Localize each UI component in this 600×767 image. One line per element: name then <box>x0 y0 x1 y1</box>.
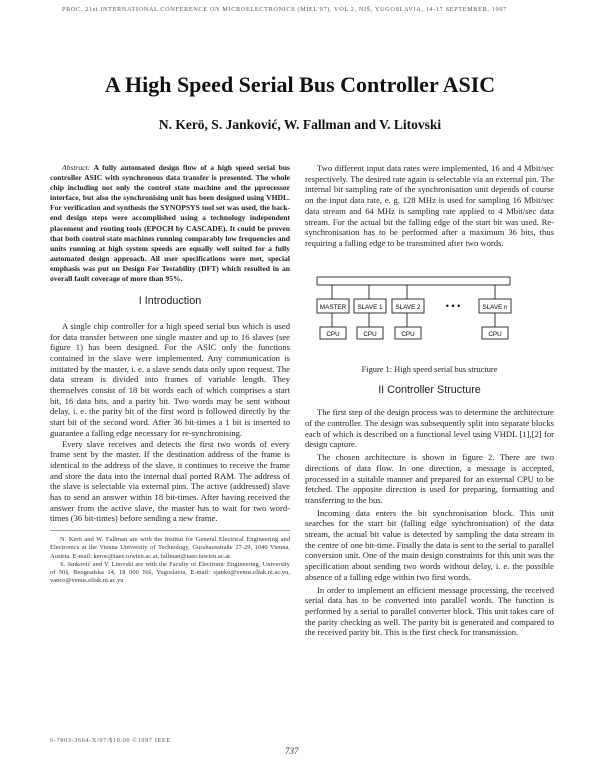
paper-title: A High Speed Serial Bus Controller ASIC <box>104 72 496 97</box>
copyright-id: 0-7803-3664-X/97/$10.00 ©1997 IEEE <box>50 737 171 744</box>
section-heading-introduction: I Introduction <box>138 295 202 308</box>
slave-node-label: SLAVE n <box>482 303 508 311</box>
author-footnotes <box>50 530 290 585</box>
cpu-label: CPU <box>488 330 502 338</box>
slave-node-label: SLAVE 1 <box>357 303 383 311</box>
page-number: 737 <box>285 746 299 756</box>
footnote: S. Janković and V. Litovski are with the Faculty of Electronic Engineering, University of Niš, Beogradska 14, 18 000 Niš, Yugoslavia, E-mail: sjanko@venus.elfak.ni.ac.yu, vanco@venus.elfak.ni.ac.yu <box>50 560 290 585</box>
cpu-label: CPU <box>401 330 415 338</box>
abstract-text: A fully automated design flow of a high speed serial bus controller ASIC with synchronous data transfer is presented. The whole chip including not only the control state machine and the µprocessor interface, but also the synchronising unit has been designed using VHDL. For verification and synthesis the SYNOPSYS tool set was used, the back-end design steps were accomplished using a technology independent placement and routing tools (EPOCH by CASCADE). It could be proven that both control state machines running comparably low frequencies and units running at high system speeds are equally well suited for a fully automated design approach. All user specifications were met, special emphasis was put on Design For Testability (DFT) which resulted in an overall fault coverage of more than 95%. <box>50 163 290 284</box>
bus-structure-figure <box>305 263 554 375</box>
body-paragraph: Incoming data enters the bit synchronisation block. This unit searches for the start bit (falling edge synchronisation) of the data stream, the actual bit value is detected by sampling the data stream in the centre of one bit-time. Finally the data is sent to the serial to parallel conversion unit. One of the main design constraints for this unit was the specification about sending two words without delay, i. e. the possible absence of a falling edge within two first words. <box>305 507 554 582</box>
master-node-label: MASTER <box>319 303 347 311</box>
slave-node-label: SLAVE 2 <box>395 303 421 311</box>
left-column <box>50 163 290 585</box>
intro-paragraph: Every slave receives and detects the first two words of every frame sent by the master. If the destination address of the frame is identical to the address of the slave, it continues to receive the frame and store the data into the internal dual ported RAM. The address of the slave is selectable via external pins. The active (addressed) slave has to send an answer within 18 bit-times. After having received the answer from the active slave, the master has to wait for two word-times (36 bit-times) before sending a new frame. <box>50 438 290 524</box>
cpu-label: CPU <box>363 330 377 338</box>
conference-header: PROC. 21st INTERNATIONAL CONFERENCE ON MICROELECTRONICS (MIEL'97), VOL 2, NIŠ, YUGOSLAVIA, 14-17 SEPTEMBER, 1997 <box>62 6 507 13</box>
body-paragraph: The first step of the design process was to determine the architecture of the controller. The design was subsequently split into separate blocks each of which is described on a functional level using VHDL [1],[2] for design capture. <box>305 407 554 450</box>
figure-caption: Figure 1: High speed serial bus structure <box>361 364 498 374</box>
ellipsis: • • • <box>445 300 461 311</box>
right-column <box>305 163 554 638</box>
abstract <box>50 163 290 284</box>
cpu-label: CPU <box>326 330 340 338</box>
intro-paragraph: A single chip controller for a high speed serial bus which is used for data transfer between one single master and up to 16 slaves (see figure 1) has been designed. For the ASIC only the functions contained in the slave were implemented. Any communication is initiated by the master, i. e. a slave sends data only upon request. The data stream is divided into frames of variable length. They themselves consist of 18 bit words each of which comprises a start bit, 16 data bits, and a parity bit. Two words may be sent without delay, i. e. the parity bit of the first word is followed directly by the start bit of the second word. After 36 bit-times a 1 bit is inserted to guarantee a falling edge necessary for re-synchronising. <box>50 320 290 438</box>
body-paragraph: The chosen architecture is shown in figure 2. There are two directions of data flow. In one direction, a message is accepted, processed in a suitable manner and prepared for an external CPU to be fetched. The opposite direction is used for preparing, formatting and transferring to the bus. <box>305 452 554 505</box>
rate-paragraph: Two different input data rates were implemented, 16 and 4 Mbit/sec respectively. The desired rate again is selectable via an external pin. The internal bit sampling rate of the synchronisation unit depends of course on the input data rate, e. g. 128 MHz is used for sampling 16 Mbit/sec data stream and 64 MHz is sampling rate applied to 4 Mbit/sec data stream. For the actual bit the falling edge of the start bit was used. Re-synchronisation has to be performed after a maximum 36 bits, thus requiring a falling edge to be transmitted after two words. <box>305 163 554 248</box>
footnote: N. Kerö and W. Fallman are with the Institut for General Electrical Engineering and Electronics at the Vienna University of Technology, Gusshausstraße 27-29, 1040 Vienna, Austria. E-mail: keroe@iaee.tuwien.ac.at, fallman@iaee.tuwien.ac.at <box>50 536 290 560</box>
body-paragraph: In order to implement an efficient message processing, the received serial data has to be converted into parallel words. The function is performed by a serial to parallel converter block. This unit takes care of the parity checking as well. The parity bit is generated and compared to the received parity bit. This is the first check for transmission. <box>305 584 554 638</box>
bus-structure-diagram <box>305 263 554 363</box>
section-heading-controller-structure: II Controller Structure <box>378 383 481 396</box>
abstract-label: Abstract: <box>62 163 91 172</box>
author-list: N. Kerö, S. Janković, W. Fallman and V. Litovski <box>158 117 442 132</box>
